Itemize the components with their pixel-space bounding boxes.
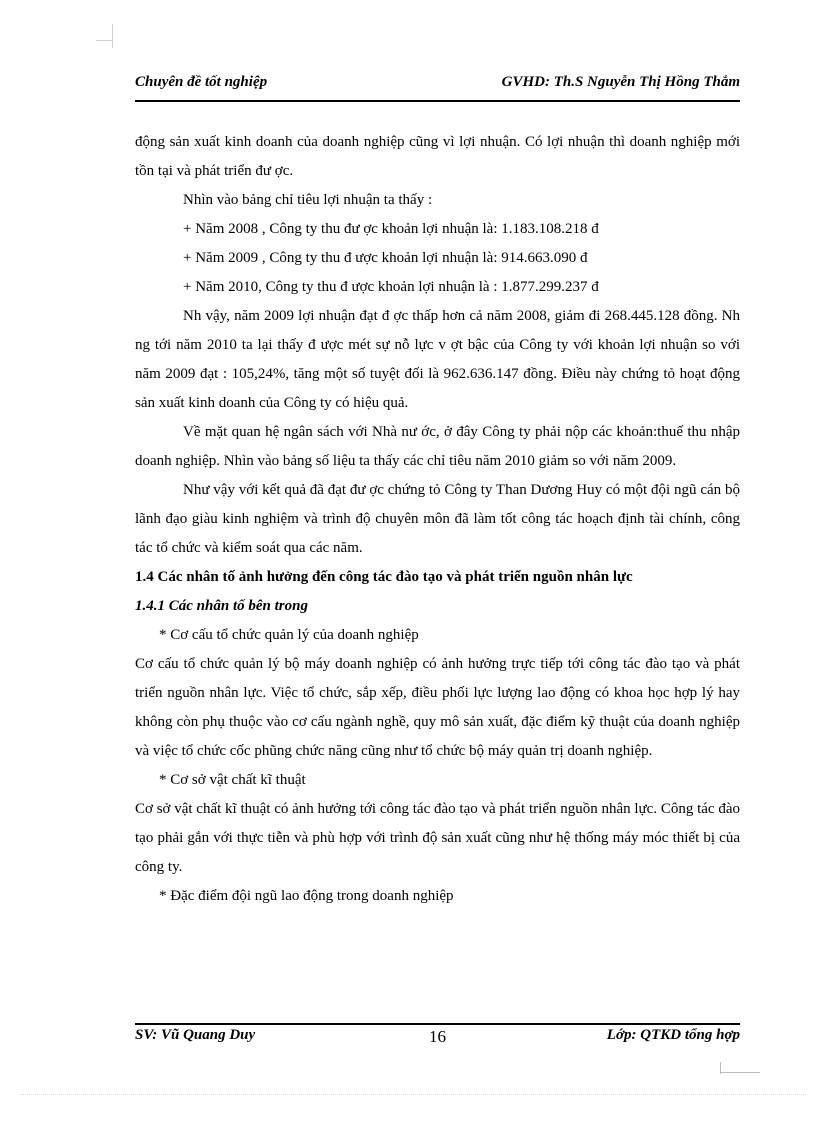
- profit-2008: + Năm 2008 , Công ty thu đư ợc khoản lợi nhuận là: 1.183.108.218 đ: [183, 221, 599, 237]
- page-number: 16: [429, 1027, 446, 1046]
- footer-divider: [135, 1023, 740, 1025]
- section-heading: 1.4 Các nhân tố ảnh hưởng đến công tác đào tạo và phát triển nguồn nhân lực: [135, 569, 633, 585]
- page-body: [135, 128, 740, 911]
- paragraph: Cơ sở vật chất kĩ thuật có ảnh hưởng tới công tác đào tạo và phát triển nguồn nhân lực. Công tác đào tạo phải gắn với thực tiễn và phù hợp với trình độ sản xuất cũng như hệ thống máy móc thiết bị của công ty.: [135, 801, 740, 875]
- crop-mark-bottom-vert: [720, 1062, 721, 1074]
- header-divider: [135, 100, 740, 102]
- header-title: Chuyên đề tốt nghiệp: [135, 74, 268, 90]
- paragraph: động sản xuất kinh doanh của doanh nghiệp cũng vì lợi nhuận. Có lợi nhuận thì doanh nghiệp mới tồn tại và phát triển đư ợc.: [135, 134, 740, 179]
- paragraph: Cơ cấu tổ chức quản lý bộ máy doanh nghiệp có ảnh hưởng trực tiếp tới công tác đào tạo và phát triển nguồn nhân lực. Việc tổ chức, sắp xếp, điều phối lực lượng lao động có khoa học hợp lý hay không còn phụ thuộc vào cơ cấu ngành nghề, quy mô sản xuất, đặc điểm kỹ thuật của doanh nghiệp và việc tổ chức cốc phũng chức năng cũng như tổ chức bộ máy quản trị doanh nghiệp.: [135, 656, 740, 759]
- bullet-heading: * Cơ cấu tổ chức quản lý của doanh nghiệp: [159, 627, 419, 643]
- crop-mark-top-vert: [112, 24, 113, 48]
- paragraph: Nh vậy, năm 2009 lợi nhuận đạt đ ợc thấp hơn cả năm 2008, giảm đi 268.445.128 đồng. Nh ng tới năm 2010 ta lại thấy đ ược mét sự nỗ lực v ợt bậc của Công ty với khoản lợi nhuận so với năm 2009 đạt : 105,24%, tăng một số tuyệt đối là 962.636.147 đồng. Điều này chứng tỏ hoạt động sản xuất kinh doanh của Công ty có hiệu quả.: [135, 308, 740, 411]
- profit-2010: + Năm 2010, Công ty thu đ ược khoản lợi nhuận là : 1.877.299.237 đ: [183, 279, 599, 295]
- page-footer: [135, 1027, 740, 1051]
- bullet-heading: * Cơ sở vật chất kĩ thuật: [159, 772, 306, 788]
- subsection-heading: 1.4.1 Các nhân tố bên trong: [135, 598, 308, 614]
- paragraph: Về mặt quan hệ ngân sách với Nhà nư ớc, ở đây Công ty phải nộp các khoản:thuế thu nhập doanh nghiệp. Nhìn vào bảng số liệu ta thấy các chỉ tiêu năm 2010 giảm so với năm 2009.: [135, 424, 740, 469]
- page-edge-dotted-line: [20, 1094, 806, 1095]
- crop-mark-bottom: [720, 1072, 760, 1073]
- paragraph: Nhìn vào bảng chỉ tiêu lợi nhuận ta thấy :: [183, 192, 433, 208]
- page-header: [135, 74, 740, 98]
- profit-2009: + Năm 2009 , Công ty thu đ ược khoản lợi nhuận là: 914.663.090 đ: [183, 250, 588, 266]
- paragraph: Như vậy với kết quả đã đạt đư ợc chứng tỏ Công ty Than Dương Huy có một đội ngũ cán bộ lãnh đạo giàu kinh nghiệm và trình độ chuyên môn đã làm tốt công tác hoạch định tài chính, công tác tổ chức và kiểm soát qua các năm.: [135, 482, 740, 556]
- footer-class: Lớp: QTKD tổng hợp: [606, 1027, 740, 1043]
- crop-mark-top: [96, 40, 112, 41]
- footer-student: SV: Vũ Quang Duy: [135, 1027, 256, 1043]
- bullet-heading: * Đặc điểm đội ngũ lao động trong doanh nghiệp: [159, 888, 454, 904]
- header-advisor: GVHD: Th.S Nguyễn Thị Hồng Thắm: [501, 74, 740, 90]
